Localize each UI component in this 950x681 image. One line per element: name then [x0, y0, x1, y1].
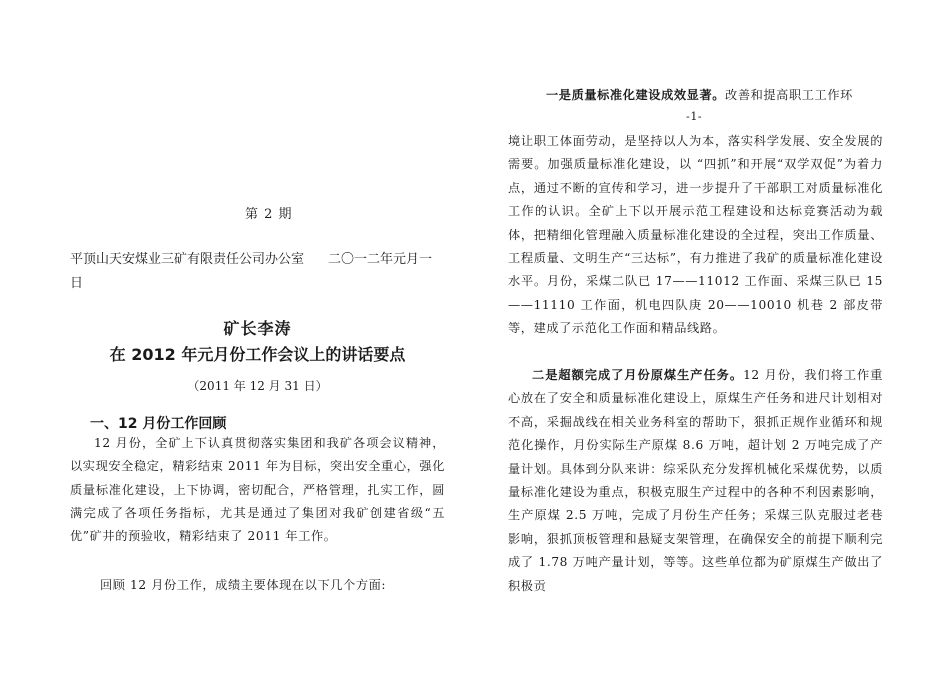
point-two-heading: 二是超额完成了月份原煤生产任务。	[532, 368, 744, 382]
section-heading: 一、12 月份工作回顾	[90, 416, 227, 432]
body-paragraph: 境让职工体面劳动，是坚持以人为本，落实科学发展、安全发展的需要。加强质量标准化建设，以 “四抓”和开展“双学双促”为着力点，通过不断的宣传和学习，进一步提升了干部职工对质量标准化工作的认识。全矿上下以开展示范工程建设和达标竞赛活动为载体，把精细化管理融入质量标准化建设的全过程，突出工作质量、工程质量、文明生产“三达标”，有力推进了我矿的质量标准化建设水平。月份，采煤二队已 17——11012 工作面、采煤三队已 15——11110 工作面，机电四队庚 20——10010 机巷 2 部皮带等，建成了示范化工作面和精品线路。	[508, 134, 883, 336]
point-one-lead	[546, 84, 853, 107]
speech-date: （2011 年 12 月 31 日）	[187, 379, 328, 393]
speech-title-speaker: 矿长李涛	[223, 319, 292, 338]
speech-title: 在 2012 年元月份工作会议上的讲话要点	[109, 345, 406, 364]
body-paragraph: 12 月份，全矿上下认真贯彻落实集团和我矿各项会议精神，以实现安全稳定，精彩结束 2011 年为目标，突出安全重心，强化质量标准化建设，上下协调，密切配合，严格管理，扎实工作，圆满完成了各项任务指标，尤其是通过了集团对我矿创建省级“五优”矿井的预验收，精彩结束了 2011 年工作。	[70, 436, 445, 544]
point-one-heading: 一是质量标准化建设成效显著。	[546, 88, 726, 102]
body-paragraph	[508, 364, 883, 598]
body-paragraph: 回顾 12 月份工作，成绩主要体现在以下几个方面:	[100, 578, 387, 592]
page-number: -1-	[686, 110, 703, 123]
point-one-text-start: 改善和提高职工工作环	[725, 88, 853, 102]
point-two-text: 12 月份，我们将工作重心放在了安全和质量标准化建设上，原煤生产任务和进尺计划相对不高，采掘战线在相关业务科室的帮助下，狠抓正规作业循环和规范化操作，月份实际生产原煤 8.6 万吨，超计划 2 万吨完成了产量计划。具体到分队来讲：综采队充分发挥机械化采煤优势，以质量标准化建设为重点，积极克服生产过程中的各种不利因素影响，生产原煤 2.5 万吨，完成了月份生产任务；采煤三队克服过老巷影响，狠抓顶板管理和悬疑支架管理，在确保安全的前提下顺利完成了 1.78 万吨产量计划，等等。这些单位都为矿原煤生产做出了积极贡	[508, 368, 883, 593]
issue-date-continued: 日	[70, 276, 84, 291]
issuing-organization: 平顶山天安煤业三矿有限责任公司办公室	[70, 252, 305, 267]
issue-number: 第 2 期	[245, 207, 293, 222]
issue-date: 二〇一二年元月一	[328, 252, 433, 267]
